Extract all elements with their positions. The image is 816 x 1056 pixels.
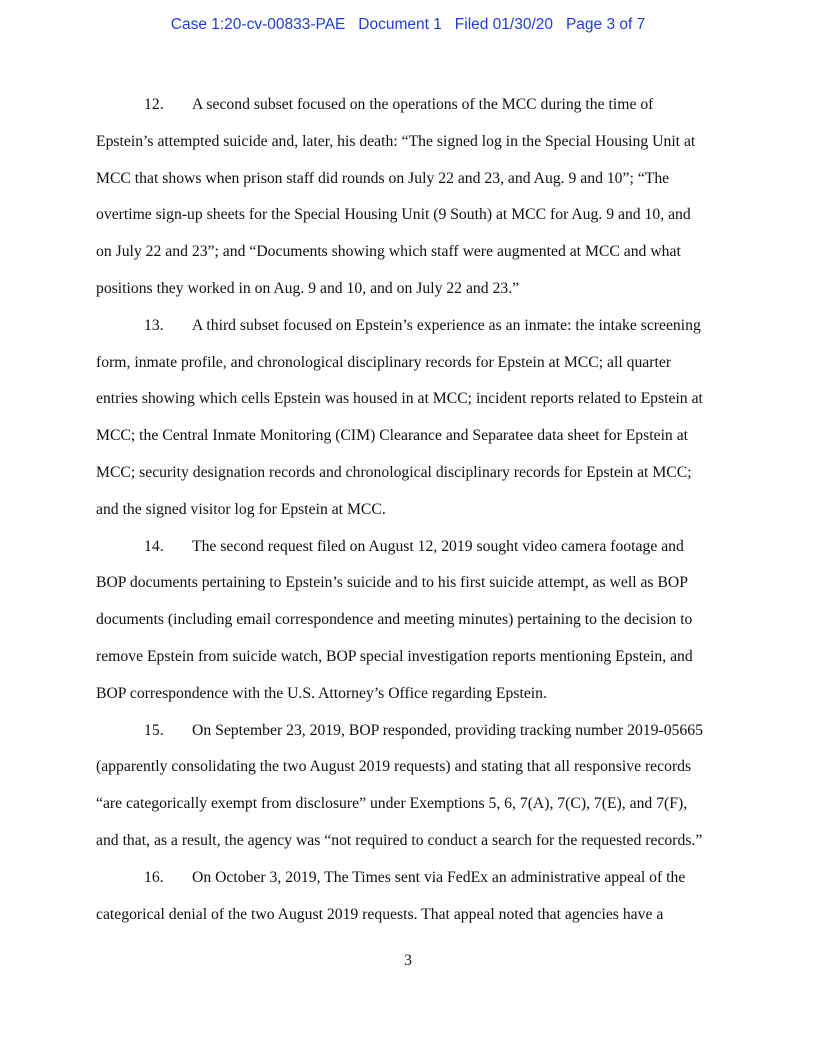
paragraph-number: 16. [144,868,164,886]
paragraph-line: “are categorically exempt from disclosure” under Exemptions 5, 6, 7(A), 7(C), 7(E), and 7(F), [96,795,688,813]
paragraph-number: 13. [144,316,164,334]
paragraph-line: on July 22 and 23”; and “Documents showing which staff were augmented at MCC and what [96,243,681,261]
case-header: Case 1:20-cv-00833-PAE Document 1 Filed 01/30/20 Page 3 of 7 [170,16,646,33]
document-body [96,90,720,936]
paragraph-line: (apparently consolidating the two August 2019 requests) and stating that all responsive records [96,758,692,776]
paragraph-line: MCC; the Central Inmate Monitoring (CIM) Clearance and Separatee data sheet for Epstein at [96,427,689,445]
paragraph-12 [96,90,720,311]
paragraph-text: On September 23, 2019, BOP responded, providing tracking number 2019-05665 [192,721,703,739]
paragraph-text: A third subset focused on Epstein’s experience as an inmate: the intake screening [192,316,701,334]
paragraph-line: MCC that shows when prison staff did rounds on July 22 and 23, and Aug. 9 and 10”; “The [96,169,670,187]
paragraph-line: BOP correspondence with the U.S. Attorney’s Office regarding Epstein. [96,684,547,702]
paragraph-line: and that, as a result, the agency was “not required to conduct a search for the requested records.” [96,831,703,849]
page-number: 3 [404,952,412,969]
paragraph-13 [96,311,720,532]
paragraph-line: categorical denial of the two August 2019 requests. That appeal noted that agencies have a [96,905,664,923]
paragraph-line: overtime sign-up sheets for the Special Housing Unit (9 South) at MCC for Aug. 9 and 10, and [96,206,691,224]
paragraph-number: 15. [144,721,164,739]
paragraph-line: BOP documents pertaining to Epstein’s suicide and to his first suicide attempt, as well as BOP [96,574,688,592]
paragraph-line: and the signed visitor log for Epstein at MCC. [96,500,386,518]
paragraph-first-line [96,311,720,348]
paragraph-line: positions they worked in on Aug. 9 and 10, and on July 22 and 23.” [96,279,520,297]
paragraph-line: Epstein’s attempted suicide and, later, his death: “The signed log in the Special Housing Unit at [96,132,696,150]
paragraph-14 [96,532,720,716]
paragraph-line: entries showing which cells Epstein was housed in at MCC; incident reports related to Epstein at [96,390,703,408]
paragraph-first-line [96,863,720,900]
paragraph-text: The second request filed on August 12, 2019 sought video camera footage and [192,537,684,555]
paragraph-text: A second subset focused on the operations of the MCC during the time of [192,96,654,113]
paragraph-first-line [96,716,720,753]
paragraph-15 [96,716,720,863]
paragraph-first-line [96,90,720,127]
paragraph-number: 12. [144,96,164,113]
paragraph-16 [96,863,720,937]
paragraph-first-line [96,532,720,569]
paragraph-line: documents (including email correspondence and meeting minutes) pertaining to the decision to [96,611,693,629]
paragraph-line: MCC; security designation records and chronological disciplinary records for Epstein at MCC; [96,463,692,481]
paragraph-line: form, inmate profile, and chronological disciplinary records for Epstein at MCC; all quarter [96,353,672,371]
paragraph-line: remove Epstein from suicide watch, BOP special investigation reports mentioning Epstein, and [96,647,693,665]
paragraph-number: 14. [144,537,164,555]
paragraph-text: On October 3, 2019, The Times sent via FedEx an administrative appeal of the [192,868,686,886]
